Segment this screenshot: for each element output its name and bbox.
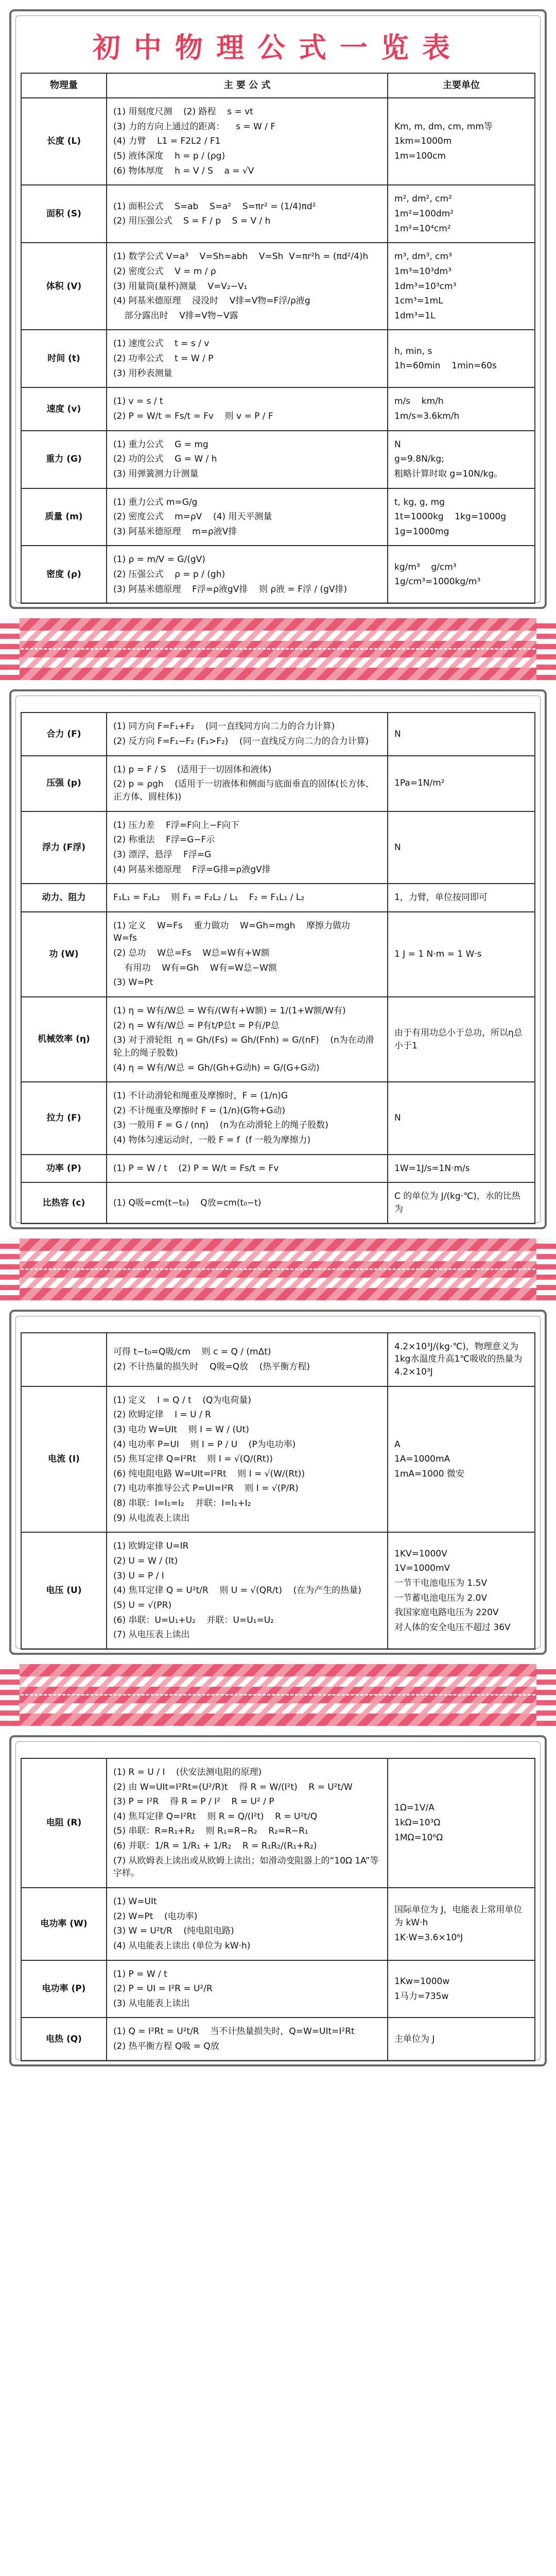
formula-line: (4) 从电能表上读出 (单位为 kW·h) — [113, 1940, 251, 1951]
sheet-2 — [0, 680, 556, 1238]
formula-line: 有用功 W有=Gh W有=W总−W额 — [113, 962, 277, 973]
formula-line: (1) 压力差 F浮=F向上−F向下 — [113, 820, 239, 831]
formula-cell — [107, 713, 388, 755]
band-strip-top — [0, 1676, 556, 1687]
formula-line: (3) 从电能表上读出 — [113, 1998, 190, 2009]
quantity-name: 比热容 (c) — [21, 1182, 107, 1223]
formula-line: (2) 压强公式 ρ = p / (gh) — [113, 569, 225, 580]
formula-row — [21, 1082, 535, 1155]
formula-row — [21, 387, 535, 430]
unit-line: 1cm³=1mL — [394, 296, 443, 307]
formula-row — [21, 1182, 535, 1223]
formula-line: (2) 密度公式 m=ρV (4) 用天平测量 — [113, 512, 272, 522]
decorative-band-3 — [0, 1664, 556, 1726]
sheet-3-top-gap — [21, 1315, 535, 1332]
quantity-name: 功率 (P) — [21, 1155, 107, 1183]
formula-line: (2) U = W / (It) — [113, 1556, 178, 1567]
unit-line: 1h=60min 1min=60s — [394, 361, 497, 371]
formula-row — [21, 1532, 535, 1649]
band-strip-bottom — [0, 1278, 556, 1288]
formula-row — [21, 98, 535, 185]
unit-line: t, kg, g, mg — [394, 497, 445, 507]
band-edge-left — [0, 1664, 20, 1726]
formula-line: (2) 功率公式 t = W / P — [113, 353, 214, 364]
unit-cell — [388, 98, 535, 185]
header-unit: 主要单位 — [388, 73, 535, 98]
unit-line: h, min, s — [394, 346, 432, 357]
unit-line: 1m²=100dm² — [394, 208, 454, 219]
quantity-name: 质量 (m) — [21, 488, 107, 546]
section-4-content — [21, 1758, 535, 2061]
sheet-4-top-gap — [21, 1740, 535, 1758]
formula-line: (5) U = √(PR) — [113, 1600, 172, 1611]
table-1-body — [21, 98, 535, 603]
decorative-band-2 — [0, 1239, 556, 1300]
unit-line: 4.2×10³J/(kg·℃)，物理意义为1kg水温度升高1℃吸收的热量为4.2×10³J — [394, 1341, 523, 1377]
formula-table-2 — [21, 712, 535, 1224]
quantity-name: 拉力 (F) — [21, 1082, 107, 1155]
unit-cell — [388, 997, 535, 1082]
unit-line: 1m²=10⁴cm² — [394, 223, 451, 234]
quantity-name: 长度 (L) — [21, 98, 107, 185]
unit-cell — [388, 713, 535, 755]
unit-line: 1马力=735w — [394, 1991, 449, 2002]
unit-cell — [388, 2018, 535, 2060]
unit-line: 1m/s=3.6km/h — [394, 411, 460, 421]
formula-line: (7) 从欧姆表上读出或从欧姆上读出；如滑动变阻器上的“10Ω 1A”等字样。 — [113, 1855, 379, 1879]
band-edge-right — [536, 1239, 556, 1300]
formula-row — [21, 2018, 535, 2060]
formula-line: (3) 阿基米德原理 m=ρ液V排 — [113, 526, 237, 537]
formula-line: (3) 用量筒(量杯)测量 V=V₂−V₁ — [113, 281, 248, 292]
formula-row — [21, 330, 535, 387]
unit-line: 1g=1000mg — [394, 526, 449, 537]
formula-line: (1) 面积公式 S=ab S=a² S=πr² = (1/4)πd² — [113, 201, 316, 212]
quantity-name: 面积 (S) — [21, 185, 107, 243]
formula-line: (3) P = I²R 得 R = P / I² R = U² / P — [113, 1797, 274, 1807]
quantity-name — [21, 1333, 107, 1386]
formula-line: (3) 对于滑轮组 η = Gh/(Fs) = Gh/(Fnh) = G/(nF) (n为在动滑轮上的绳子股数) — [113, 1035, 374, 1058]
quantity-name: 电流 (I) — [21, 1386, 107, 1533]
formula-cell — [107, 1082, 388, 1155]
band-stitch — [21, 1694, 535, 1696]
band-strip-bottom — [0, 1703, 556, 1714]
formula-line: (2) 密度公式 V = m / ρ — [113, 266, 216, 277]
formula-row — [21, 1155, 535, 1183]
formula-row — [21, 912, 535, 997]
unit-line: 一节干电池电压为 1.5V — [394, 1578, 488, 1588]
unit-line: 1V=1000mV — [394, 1563, 450, 1574]
sheet-2-top-gap — [21, 694, 535, 712]
formula-row — [21, 1333, 535, 1386]
quantity-name: 密度 (ρ) — [21, 546, 107, 603]
formula-line: (4) 电功率 P=UI 则 I = P / U (P为电功率) — [113, 1439, 296, 1450]
unit-cell — [388, 1155, 535, 1183]
unit-line: 主单位为 J — [394, 2033, 435, 2044]
unit-cell — [388, 185, 535, 243]
formula-line: (7) 从电压表上读出 — [113, 1630, 190, 1640]
formula-line: (1) W=UIt — [113, 1896, 157, 1907]
formula-line: (3) 力的方向上通过的距离： s = W / F — [113, 121, 276, 132]
unit-cell — [388, 387, 535, 430]
formula-line: (3) W = U²t/R (纯电阻电路) — [113, 1926, 234, 1937]
formula-line: (4) 焦耳定律 Q = U²t/R 则 U = √(QR/t) (在为产生的热量) — [113, 1585, 361, 1596]
formula-line: (1) ρ = m/V = G/(gV) — [113, 554, 205, 565]
formula-line: (3) 阿基米德原理 F浮=ρ液gV排 则 ρ液 = F浮 / (gV排) — [113, 584, 348, 595]
formula-line: (2) p = ρgh (适用于一切液体和侧面与底面垂直的固体(长方体、正方体、圆柱体)) — [113, 779, 374, 802]
formula-row — [21, 884, 535, 912]
quantity-name: 压强 (p) — [21, 756, 107, 811]
unit-line: 1KV=1000V — [394, 1548, 447, 1559]
unit-line: 1K·W=3.6×10⁶J — [394, 1932, 463, 1943]
table-4-body — [21, 1758, 535, 2061]
page-title: 初中物理公式一览表 — [93, 31, 463, 64]
formula-line: (6) 物体厚度 h = V / S a = √V — [113, 165, 254, 176]
formula-line: 可得 t−t₀=Q吸/cm 则 c = Q / (mΔt) — [113, 1347, 271, 1357]
formula-cell — [107, 1155, 388, 1183]
unit-line: Km, m, dm, cm, mm等 — [394, 121, 493, 132]
formula-line: (3) 用秒表测量 — [113, 368, 172, 379]
unit-cell — [388, 756, 535, 811]
formula-row — [21, 713, 535, 755]
formula-line: (1) 不计动滑轮和绳重及摩擦时，F = (1/n)G — [113, 1091, 288, 1101]
band-stitch — [21, 648, 535, 650]
formula-line: (1) 重力公式 G = mg — [113, 439, 208, 450]
unit-cell — [388, 912, 535, 997]
quantity-name: 动力、阻力 — [21, 884, 107, 912]
formula-line: (1) 定义 W=Fs 重力做功 W=Gh=mgh 摩擦力做功 W=fs — [113, 920, 361, 944]
quantity-name: 电功率 (W) — [21, 1888, 107, 1960]
quantity-name: 速度 (v) — [21, 387, 107, 430]
formula-cell — [107, 2018, 388, 2060]
formula-line: (1) Q吸=cm(t−t₀) Q放=cm(t₀−t) — [113, 1197, 262, 1208]
formula-row — [21, 488, 535, 546]
table-1-header-row — [21, 73, 535, 98]
formula-line: (5) 串联：R=R₁+R₂ 则 R₁=R−R₂ R₂=R−R₁ — [113, 1826, 308, 1837]
unit-line: 国际单位为 J，电能表上常用单位为 kW·h — [394, 1905, 523, 1928]
formula-line: F₁L₁ = F₂L₂ 则 F₁ = F₂L₂ / L₁ F₂ = F₁L₁ / L₂ — [113, 892, 305, 903]
quantity-name: 时间 (t) — [21, 330, 107, 387]
formula-line: (2) 热平衡方程 Q吸 = Q放 — [113, 2041, 219, 2052]
formula-line: (2) 不计热量的损失时 Q吸=Q放 (热平衡方程) — [113, 1361, 310, 1372]
formula-line: (4) 阿基米德原理 F浮=G排=ρ液gV排 — [113, 864, 271, 875]
header-formula: 主 要 公 式 — [107, 73, 388, 98]
unit-cell — [388, 546, 535, 603]
formula-cell — [107, 1386, 388, 1533]
formula-line: (2) 欧姆定律 I = U / R — [113, 1410, 211, 1420]
formula-row — [21, 243, 535, 330]
quantity-name: 电压 (U) — [21, 1532, 107, 1649]
formula-line: (2) 反方向 F=F₁−F₂ (F₁>F₂) (同一直线反方向二力的合力计算) — [113, 736, 369, 747]
section-3-content — [21, 1332, 535, 1650]
sheet-4 — [0, 1726, 556, 2076]
formula-cell — [107, 1333, 388, 1386]
unit-cell — [388, 1182, 535, 1223]
formula-line: (1) η = W有/W总 = W有/(W有+W额) = 1/(1+W额/W有) — [113, 1006, 346, 1016]
formula-row — [21, 185, 535, 243]
unit-line: 1m³=10³dm³ — [394, 266, 452, 277]
formula-line: (3) 漂浮、悬浮 F浮=G — [113, 849, 212, 860]
formula-line: (1) v = s / t — [113, 396, 163, 407]
formula-line: (1) 用刻度尺测 (2) 路程 s = vt — [113, 107, 253, 117]
formula-row — [21, 431, 535, 488]
formula-line: (2) η = W有/W总 = P有t/P总t = P有/P总 — [113, 1020, 280, 1031]
formula-line: (8) 串联：I=I₁=I₂ 并联：I=I₁+I₂ — [113, 1498, 251, 1509]
formula-line: (5) 焦耳定律 Q=I²Rt 则 I = √(Q/(Rt)) — [113, 1454, 273, 1465]
formula-line: (3) W=Pt — [113, 977, 153, 988]
unit-cell — [388, 1082, 535, 1155]
unit-line: 1km=1000m — [394, 136, 452, 147]
decorative-band-1 — [0, 618, 556, 680]
band-strip-top — [0, 631, 556, 641]
formula-cell — [107, 488, 388, 546]
quantity-name: 体积 (V) — [21, 243, 107, 330]
band-edge-left — [0, 618, 20, 680]
quantity-name: 浮力 (F浮) — [21, 811, 107, 884]
formula-line: (2) 由 W=UIt=I²Rt=(U²/R)t 得 R = W/(I²t) R = U²t/W — [113, 1782, 353, 1792]
unit-cell — [388, 488, 535, 546]
unit-cell — [388, 243, 535, 330]
unit-line: 1dm³=1L — [394, 310, 436, 321]
formula-table-1 — [21, 73, 535, 604]
formula-line: (1) R = U / I (伏安法测电阻的原理) — [113, 1767, 262, 1777]
formula-line: (3) 一般用 F = G / (nη) (n为在动滑轮上的绳子股数) — [113, 1120, 328, 1131]
unit-line: N — [394, 439, 401, 450]
unit-line: N — [394, 1113, 401, 1124]
formula-cell — [107, 912, 388, 997]
formula-line: (3) U = P / I — [113, 1570, 164, 1581]
formula-line: 部分露出时 V排=V物−V露 — [113, 310, 238, 321]
formula-row — [21, 756, 535, 811]
formula-cell — [107, 997, 388, 1082]
formula-table-4 — [21, 1758, 535, 2061]
unit-line: m³, dm³, cm³ — [394, 251, 452, 262]
formula-line: (7) 电功率推导公式 P=UI=I²R 则 I = √(P/R) — [113, 1483, 299, 1494]
formula-line: (3) 用弹簧测力计测量 — [113, 468, 199, 479]
sheet-1 — [0, 0, 556, 618]
formula-line: (4) 焦耳定律 Q=I²Rt 则 R = Q/(I²t) R = U²t/Q — [113, 1811, 318, 1822]
unit-line: kg/m³ g/cm³ — [394, 562, 457, 572]
formula-line: (5) 液体深度 h = p / (ρg) — [113, 151, 225, 162]
quantity-name: 功 (W) — [21, 912, 107, 997]
formula-line: (3) 电功 W=UIt 则 I = W / (Ut) — [113, 1424, 249, 1435]
formula-line: (4) 力臂 L1 = F2L2 / F1 — [113, 136, 221, 147]
unit-line: 1t=1000kg 1kg=1000g — [394, 512, 506, 522]
formula-line: (2) 功的公式 G = W / h — [113, 454, 217, 465]
formula-row — [21, 1888, 535, 1960]
section-2-content — [21, 712, 535, 1224]
table-3-body — [21, 1333, 535, 1649]
formula-line: (2) 总功 W总=Fs W总=W有+W额 — [113, 948, 270, 959]
unit-line: 1W=1J/s=1N·m/s — [394, 1163, 470, 1174]
unit-line: C 的单位为 J/(kg·℃)，水的比热为 — [394, 1191, 520, 1215]
unit-line: 1A=1000mA — [394, 1454, 450, 1465]
unit-cell — [388, 1888, 535, 1960]
formula-cell — [107, 98, 388, 185]
unit-line: 1dm³=10³cm³ — [394, 281, 457, 292]
formula-line: (4) 物体匀速运动时，一般 F = f (f 一般为摩擦力) — [113, 1135, 311, 1146]
band-edge-right — [536, 1664, 556, 1726]
formula-line: (6) 串联：U=U₁+U₂ 并联：U=U₁=U₂ — [113, 1615, 274, 1625]
formula-row — [21, 997, 535, 1082]
section-1-content — [21, 73, 535, 604]
formula-line: (9) 从电流表上读出 — [113, 1513, 190, 1523]
unit-line: 一节蓄电池电压为 2.0V — [394, 1592, 488, 1603]
formula-cell — [107, 1758, 388, 1888]
unit-line: 1m=100cm — [394, 151, 446, 162]
unit-cell — [388, 884, 535, 912]
unit-line: 1g/cm³=1000kg/m³ — [394, 577, 481, 587]
formula-row — [21, 1758, 535, 1888]
band-edge-right — [536, 618, 556, 680]
band-edge-left — [0, 1239, 20, 1300]
formula-line: (1) p = F / S (适用于一切固体和液体) — [113, 764, 272, 775]
formula-line: (4) η = W有/W总 = Gh/(Gh+G动h) = G/(G+G动) — [113, 1062, 320, 1073]
formula-line: (1) P = W / t — [113, 1969, 167, 1979]
unit-cell — [388, 1960, 535, 2018]
unit-cell — [388, 811, 535, 884]
formula-line: (1) 欧姆定律 U=IR — [113, 1541, 189, 1552]
formula-line: (2) 用压强公式 S = F / p S = V / h — [113, 216, 271, 227]
formula-cell — [107, 1888, 388, 1960]
unit-line: 1kΩ=10³Ω — [394, 1818, 441, 1828]
band-strip-bottom — [0, 657, 556, 668]
formula-table-3 — [21, 1332, 535, 1650]
formula-cell — [107, 1532, 388, 1649]
formula-line: (2) 不计绳重及摩擦时 F = (1/n)(G物+G动) — [113, 1105, 286, 1116]
unit-line: m², dm², cm² — [394, 194, 452, 205]
unit-line: 1mA=1000 微安 — [394, 1468, 464, 1479]
table-1-head — [21, 73, 535, 98]
quantity-name: 重力 (G) — [21, 431, 107, 488]
unit-line: 粗略计算时取 g=10N/kg。 — [394, 468, 503, 479]
unit-line: m/s km/h — [394, 396, 444, 407]
unit-line: 1，力臂，单位按同即可 — [394, 892, 488, 903]
formula-line: (1) 同方向 F=F₁+F₂ (同一直线同方向二力的合力计算) — [113, 721, 335, 732]
formula-row — [21, 546, 535, 603]
table-2-body — [21, 713, 535, 1223]
unit-cell — [388, 330, 535, 387]
formula-cell — [107, 1182, 388, 1223]
formula-row — [21, 1960, 535, 2018]
unit-cell — [388, 1386, 535, 1533]
formula-cell — [107, 811, 388, 884]
formula-line: (2) P = W/t = Fs/t = Fv 则 v = P / F — [113, 411, 273, 421]
band-stitch — [21, 1268, 535, 1270]
formula-row — [21, 811, 535, 884]
formula-line: (2) P = UI = I²R = U²/R — [113, 1984, 213, 1994]
unit-line: 对人体的安全电压不超过 36V — [394, 1622, 511, 1633]
band-strip-top — [0, 1251, 556, 1261]
unit-line: 1Pa=1N/m² — [394, 778, 445, 789]
formula-line: (1) 定义 I = Q / t (Q为电荷量) — [113, 1395, 252, 1405]
formula-row — [21, 1386, 535, 1533]
unit-line: N — [394, 728, 401, 739]
quantity-name: 电阻 (R) — [21, 1758, 107, 1888]
quantity-name: 电功率 (P) — [21, 1960, 107, 2018]
unit-line: 由于有用功总小于总功，所以η总小于1 — [394, 1027, 523, 1051]
unit-line: 1Kw=1000w — [394, 1976, 450, 1987]
unit-cell — [388, 431, 535, 488]
header-quantity: 物理量 — [21, 73, 107, 98]
unit-line: 我国家庭电路电压为 220V — [394, 1607, 499, 1618]
quantity-name: 电热 (Q) — [21, 2018, 107, 2060]
formula-cell — [107, 431, 388, 488]
unit-line: 1MΩ=10⁶Ω — [394, 1832, 443, 1843]
formula-cell — [107, 243, 388, 330]
quantity-name: 合力 (F) — [21, 713, 107, 755]
unit-cell — [388, 1333, 535, 1386]
formula-line: (2) W=Pt (电功率) — [113, 1911, 198, 1922]
formula-line: (1) 数学公式 V=a³ V=Sh=abh V=Sh V=πr²h = (πd²/4)h — [113, 251, 369, 262]
formula-line: (6) 纯电阻电路 W=UIt=I²Rt 则 I = √(W/(Rt)) — [113, 1468, 305, 1479]
sheet-3 — [0, 1300, 556, 1664]
formula-line: (1) 重力公式 m=G/g — [113, 497, 198, 507]
unit-cell — [388, 1532, 535, 1649]
formula-cell — [107, 330, 388, 387]
unit-line: A — [394, 1439, 401, 1450]
unit-line: g=9.8N/kg; — [394, 454, 444, 465]
formula-cell — [107, 546, 388, 603]
formula-line: (1) Q = I²Rt = U²t/R 当不计热量损失时，Q=W=UIt=I²Rt — [113, 2026, 355, 2037]
formula-line: (4) 阿基米德原理 浸没时 V排=V物=F浮/ρ液g — [113, 296, 310, 307]
quantity-name: 机械效率 (η) — [21, 997, 107, 1082]
formula-cell — [107, 884, 388, 912]
formula-line: (6) 并联：1/R = 1/R₁ + 1/R₂ R = R₁R₂/(R₁+R₂) — [113, 1841, 317, 1852]
unit-line: N — [394, 842, 401, 853]
formula-cell — [107, 185, 388, 243]
formula-line: (1) P = W / t (2) P = W/t = Fs/t = Fv — [113, 1163, 279, 1174]
unit-line: 1Ω=1V/A — [394, 1803, 435, 1814]
unit-cell — [388, 1758, 535, 1888]
formula-cell — [107, 756, 388, 811]
formula-line: (1) 速度公式 t = s / v — [113, 338, 210, 349]
unit-line: 1 J = 1 N·m = 1 W·s — [394, 949, 482, 960]
formula-cell — [107, 1960, 388, 2018]
formula-cell — [107, 387, 388, 430]
formula-line: (2) 称重法 F浮=G−F示 — [113, 835, 215, 845]
